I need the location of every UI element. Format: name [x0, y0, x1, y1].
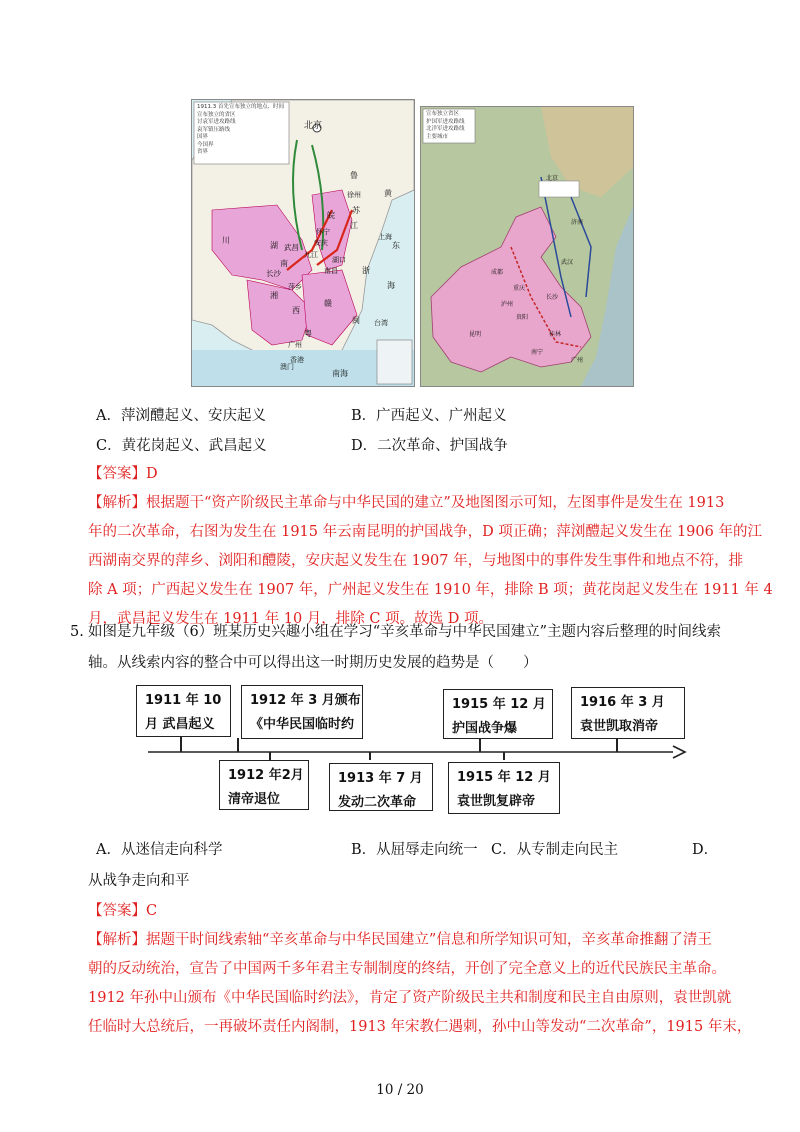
map-label: 济南 [571, 219, 584, 226]
map-label: 粤 [304, 329, 312, 338]
timeline-event-date: 1913 年 7 月 [338, 771, 423, 786]
map-label: 澳门 [280, 363, 294, 371]
q5-stem-line: 如图是九年级（6）班某历史兴趣小组在学习“辛亥革命与中华民国建立”主题内容后整理的时间线索 [88, 624, 722, 640]
q5-stem-line: 轴。从线索内容的整合中可以得出这一时期历史发展的趋势是（ ） [88, 655, 538, 671]
map-label: 湖口 [332, 256, 346, 264]
map-label: 湖 [270, 241, 278, 250]
map-label: 苏 [352, 206, 360, 215]
map-right-graphic [421, 107, 633, 386]
legend-item: 国界 [197, 134, 209, 140]
timeline-tick [369, 752, 371, 760]
timeline-event-text: 护国战争爆 [452, 721, 518, 737]
q4-analysis-line: 月，武昌起义发生在 1911 年 10 月，排除 C 项。故选 D 项。 [88, 611, 493, 627]
timeline-tick [269, 752, 271, 760]
map-label: 九江 [304, 251, 318, 259]
map-label: 黄 [384, 189, 392, 198]
page-number: 10 / 20 [376, 1082, 424, 1098]
q4-option-d: D．二次革命、护国战争 [351, 438, 508, 454]
legend-item: 主要城市 [426, 133, 449, 140]
timeline-event-date: 1916 年 3 月 [580, 695, 665, 710]
map-label: 北京 [546, 175, 559, 182]
q4-answer: 【答案】D [88, 466, 158, 482]
q5-option-c: C．从专制走向民主 [491, 842, 619, 858]
timeline-figure [133, 683, 693, 818]
q5-number: 5. [70, 624, 84, 640]
map-label: 浙 [362, 266, 370, 275]
map-label: 海 [387, 281, 395, 290]
map-label: 广州 [288, 341, 302, 349]
map-label: 闽 [352, 316, 360, 325]
map-label: 上海 [378, 233, 392, 241]
timeline-event-date: 1915 年 12 月 [452, 697, 546, 712]
timeline-event-date: 1915 年 12 月 [457, 770, 551, 785]
timeline-event-text: 清帝退位 [228, 792, 281, 808]
map-label: 萍乡 [288, 283, 302, 291]
map-label: 成都 [491, 269, 504, 276]
map-label: 江 [350, 221, 358, 230]
map-left-legend [197, 104, 284, 157]
q5-option-a: A．从迷信走向科学 [96, 842, 223, 858]
map-label: 安庆 [314, 239, 328, 247]
map-label: 怀宁 [316, 228, 330, 236]
map-label: 鲁 [350, 171, 358, 180]
timeline-event-date: 1911 年 10 [145, 693, 222, 708]
map-right-legend [426, 111, 465, 141]
map-label: 赣 [324, 299, 332, 308]
map-label: 昆明 [469, 331, 482, 338]
q5-option-b: B．从屈辱走向统一 [351, 842, 478, 858]
q5-option-d: D． [692, 842, 719, 858]
q4-analysis-line: 年的二次革命，右图为发生在 1915 年云南昆明的护国战争，D 项正确；萍浏醴起义发生在 1906 年的江 [88, 524, 762, 540]
map-label: 武汉 [561, 259, 574, 266]
map-label: 贵阳 [516, 314, 529, 321]
timeline-event-top [443, 689, 553, 739]
map-label: 台湾 [374, 319, 388, 327]
q5-analysis-line: 【解析】据题干时间线索轴“辛亥革命与中华民国建立”信息和所学知识可知，辛亥革命推翻了清王 [88, 932, 712, 948]
map-label: 皖 [327, 211, 335, 220]
timeline-event-date: 1912 年2月 [228, 768, 304, 783]
map-label: 长沙 [546, 294, 559, 301]
map-label: 北京 [304, 121, 323, 131]
map-label: 南昌 [324, 267, 338, 275]
q4-analysis-line: 西湖南交界的萍乡、浏阳和醴陵，安庆起义发生在 1907 年，与地图中的事件发生事件和地点不符，排 [88, 553, 744, 569]
q5-analysis-line: 朝的反动统治，宣告了中国两千多年君主专制制度的终结，开创了完全意义上的近代民族民主革命。 [88, 961, 726, 977]
q4-option-b: B．广西起义、广州起义 [351, 408, 507, 424]
q4-option-c: C．黄花岗起义、武昌起义 [96, 438, 267, 454]
legend-item: 袁军镇压路线 [197, 126, 231, 133]
legend-item: 宣布独立的省区 [197, 111, 236, 118]
timeline-tick [503, 752, 505, 760]
map-label: 东 [392, 241, 400, 250]
map-label: 西 [292, 306, 300, 315]
timeline-event-text: 发动二次革命 [338, 795, 417, 811]
q5-analysis-line: 1912 年孙中山颁布《中华民国临时约法》，肯定了资产阶级民主共和制度和民主自由原则，袁世凯就 [88, 990, 732, 1006]
map-label: 武昌 [284, 243, 299, 252]
timeline-event-text: 月 武昌起义 [145, 717, 215, 733]
map-label: 徐州 [347, 191, 361, 199]
timeline-event-bottom [219, 760, 309, 810]
legend-item: 1911.3 首先宣布独立的地点、时间 [197, 104, 284, 110]
timeline-event-text: 《中华民国临时约 [250, 717, 355, 733]
map-label: 南宁 [531, 349, 544, 356]
timeline-event-bottom [448, 762, 560, 814]
legend-item: 北洋军进攻路线 [426, 126, 465, 132]
timeline-event-date: 1912 年 3 月颁布 [250, 693, 361, 708]
map-national-protection-war [420, 106, 634, 387]
q5-answer: 【答案】C [88, 903, 158, 919]
timeline-event-top [571, 687, 685, 739]
timeline-tick [237, 738, 239, 752]
q4-analysis-line: 除 A 项；广西起义发生在 1907 年，广州起义发生在 1910 年，排除 B 项；黄花岗起义发生在 1911 年 4 [88, 582, 773, 598]
q5-analysis-line: 任临时大总统后，一再破坏责任内阁制，1913 年宋教仁遇刺，孙中山等发动“二次革命”，1915 年末， [88, 1019, 752, 1035]
timeline-event-text: 袁世凯复辟帝 [457, 794, 536, 810]
legend-item: 今国界 [197, 141, 214, 148]
map-label: 重庆 [513, 285, 526, 292]
q4-option-a: A．萍浏醴起义、安庆起义 [96, 408, 266, 424]
legend-item: 讨袁军进攻路线 [197, 119, 236, 125]
legend-item: 护国军进攻路线 [426, 118, 465, 125]
timeline-tick [180, 735, 182, 752]
timeline-event-text: 袁世凯取消帝 [580, 719, 659, 735]
q5-option-d-text: 从战争走向和平 [88, 873, 190, 889]
timeline-event-bottom [329, 763, 433, 811]
legend-item: 宣布独立省区 [426, 111, 460, 117]
timeline-tick [616, 738, 618, 752]
timeline-event-top [241, 685, 363, 739]
map-label: 川 [222, 236, 230, 245]
map-label: 南海 [332, 369, 348, 378]
map-label: 泸州 [501, 301, 514, 308]
map-label: 桂林 [549, 331, 562, 338]
q4-analysis-line: 【解析】根据题干“资产阶级民主革命与中华民国的建立”及地图图示可知，左图事件是发生在 1913 [88, 495, 725, 511]
map-label: 香港 [290, 356, 304, 364]
map-label: 长沙 [266, 269, 281, 278]
map-label: 湘 [270, 291, 278, 300]
map-label: 广州 [571, 357, 584, 364]
map-second-revolution [191, 99, 415, 387]
legend-item: 省界 [197, 149, 209, 155]
timeline-event-top [136, 685, 231, 737]
map-label: 南 [280, 259, 288, 268]
